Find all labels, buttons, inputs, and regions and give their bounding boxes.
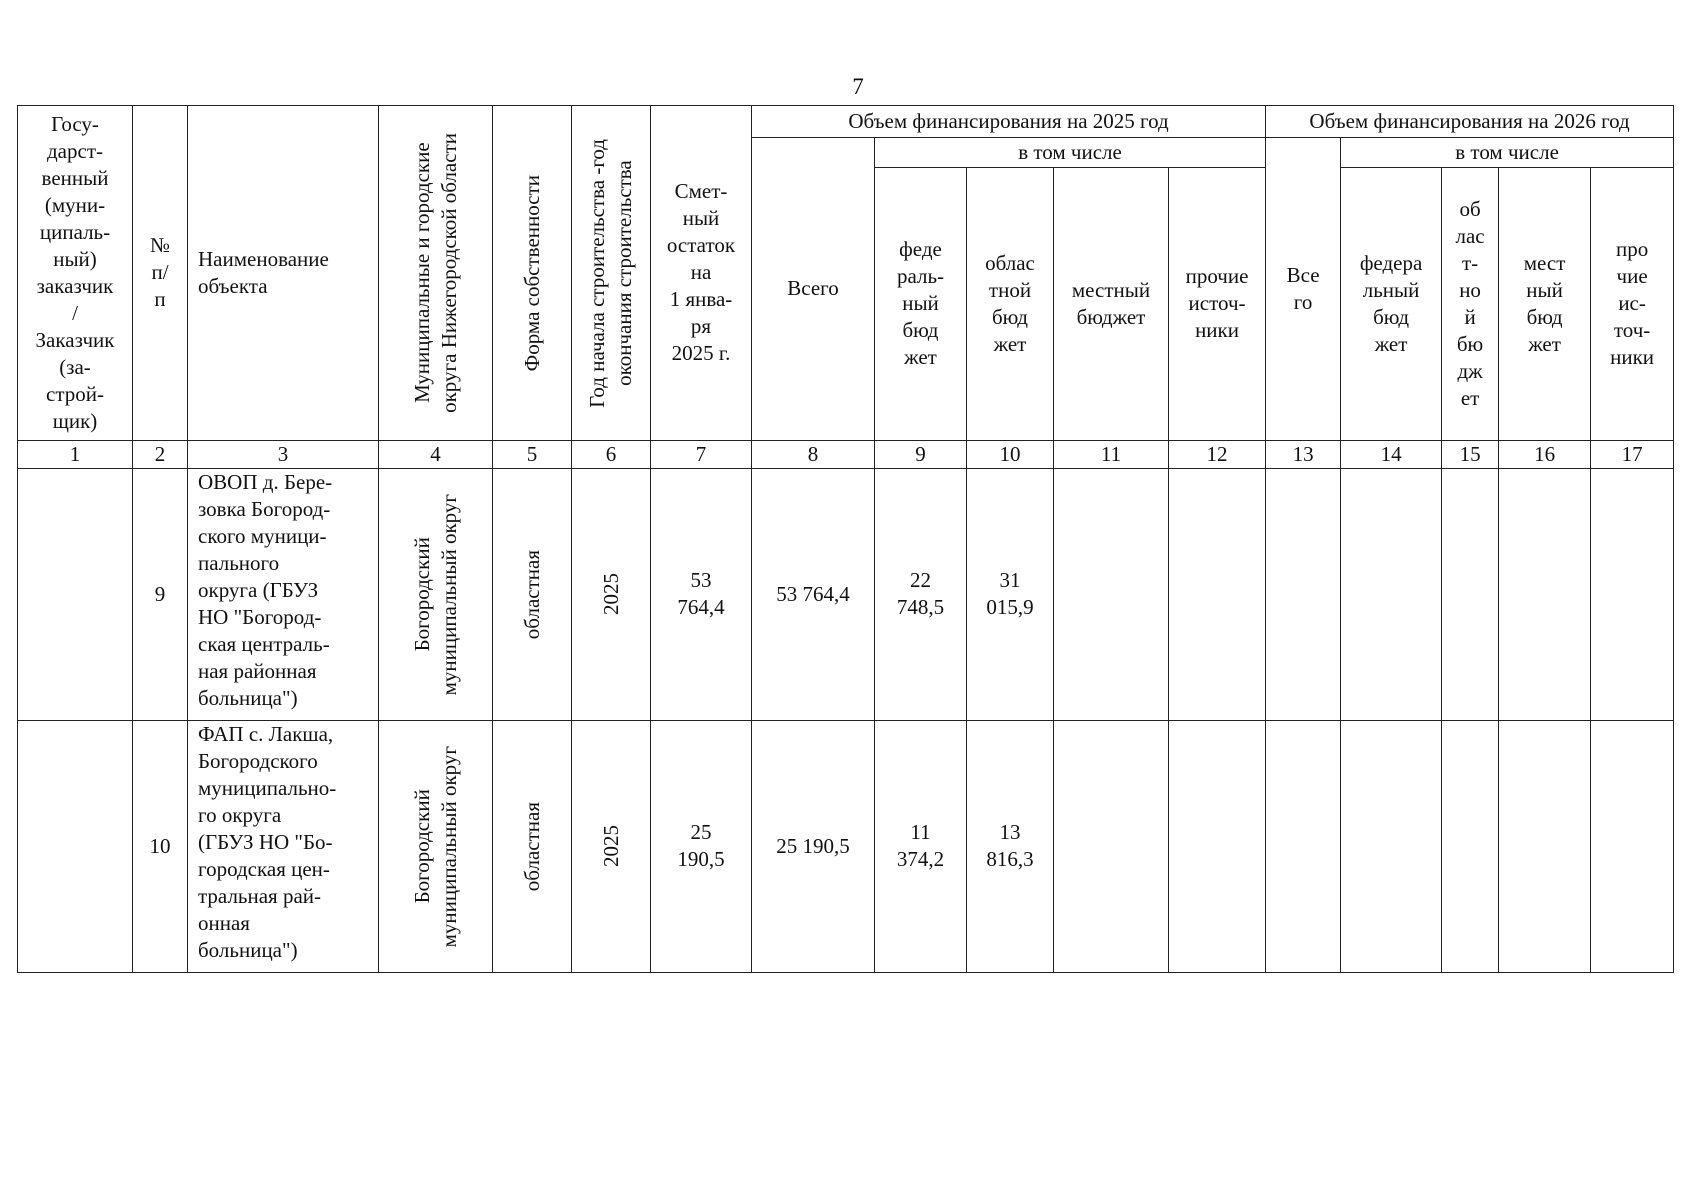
table-row [18, 468, 1674, 720]
table-row [18, 720, 1674, 972]
column-number: 8 [752, 440, 875, 468]
cell-total-2025: 25 190,5 [752, 720, 875, 972]
cell-ownership [493, 468, 572, 720]
cell-federal-2026 [1341, 720, 1442, 972]
header-years-text: Год начала строительства -год окончания строительства [585, 138, 636, 408]
header-including-2026: в том числе [1341, 138, 1674, 168]
cell-total-2026 [1266, 720, 1341, 972]
column-number: 17 [1591, 440, 1674, 468]
header-local-2025: местный бюджет [1054, 167, 1169, 440]
column-number: 3 [188, 440, 379, 468]
cell-federal-2025: 11 374,2 [875, 720, 967, 972]
cell-years-text: 2025 [598, 573, 623, 616]
header-municipality [379, 106, 493, 441]
header-total-2026: Все го [1266, 138, 1341, 441]
cell-other-2025 [1169, 468, 1266, 720]
cell-other-2025 [1169, 720, 1266, 972]
column-number: 9 [875, 440, 967, 468]
cell-customer [18, 468, 133, 720]
header-ownership [493, 106, 572, 441]
column-number: 15 [1442, 440, 1499, 468]
column-number: 11 [1054, 440, 1169, 468]
column-number: 10 [967, 440, 1054, 468]
header-federal-2025: феде раль- ный бюд жет [875, 167, 967, 440]
column-number: 12 [1169, 440, 1266, 468]
cell-local-2026 [1499, 468, 1591, 720]
header-number: № п/ п [133, 106, 188, 441]
cell-regional-2025: 13 816,3 [967, 720, 1054, 972]
cell-regional-2026 [1442, 720, 1499, 972]
header-row-1 [18, 106, 1674, 138]
cell-years [572, 468, 651, 720]
cell-estimate: 25 190,5 [651, 720, 752, 972]
cell-municipality-text: Богородский муниципальный округ [409, 745, 461, 948]
column-number: 14 [1341, 440, 1442, 468]
page-number: 7 [852, 74, 864, 99]
cell-other-2026 [1591, 468, 1674, 720]
cell-ownership-text: областная [519, 549, 544, 639]
header-municipality-text: Муниципальные и городские округа Нижегородской области [409, 133, 461, 413]
header-including-2025: в том числе [875, 138, 1266, 168]
column-number: 4 [379, 440, 493, 468]
cell-number: 9 [133, 468, 188, 720]
cell-federal-2026 [1341, 468, 1442, 720]
header-fin-2025: Объем финансирования на 2025 год [752, 106, 1266, 138]
header-regional-2025: облас тной бюд жет [967, 167, 1054, 440]
cell-municipality [379, 468, 493, 720]
column-number: 1 [18, 440, 133, 468]
header-ownership-text: Форма собственности [519, 174, 544, 372]
header-other-2025: прочие источ- ники [1169, 167, 1266, 440]
cell-local-2025 [1054, 468, 1169, 720]
header-years [572, 106, 651, 441]
cell-total-2026 [1266, 468, 1341, 720]
cell-total-2025: 53 764,4 [752, 468, 875, 720]
header-regional-2026: об лас т- но й бю дж ет [1442, 167, 1499, 440]
column-number: 13 [1266, 440, 1341, 468]
column-number: 2 [133, 440, 188, 468]
header-local-2026: мест ный бюд жет [1499, 167, 1591, 440]
cell-years [572, 720, 651, 972]
cell-years-text: 2025 [598, 825, 623, 868]
header-object-name: Наименование объекта [188, 106, 379, 441]
cell-ownership-text: областная [519, 801, 544, 891]
column-number: 16 [1499, 440, 1591, 468]
column-number: 5 [493, 440, 572, 468]
column-number: 6 [572, 440, 651, 468]
header-customer: Госу- дарст- венный (муни- ципаль- ный) заказчик / Заказчик (за- строй- щик) [18, 106, 133, 441]
financing-table [17, 105, 1674, 973]
header-estimate: Смет- ный остаток на 1 янва- ря 2025 г. [651, 106, 752, 441]
cell-customer [18, 720, 133, 972]
cell-municipality [379, 720, 493, 972]
cell-regional-2026 [1442, 468, 1499, 720]
cell-local-2026 [1499, 720, 1591, 972]
cell-local-2025 [1054, 720, 1169, 972]
cell-number: 10 [133, 720, 188, 972]
cell-regional-2025: 31 015,9 [967, 468, 1054, 720]
cell-federal-2025: 22 748,5 [875, 468, 967, 720]
cell-ownership [493, 720, 572, 972]
header-total-2025: Всего [752, 138, 875, 441]
column-number: 7 [651, 440, 752, 468]
header-other-2026: про чие ис- точ- ники [1591, 167, 1674, 440]
cell-municipality-text: Богородский муниципальный округ [409, 493, 461, 696]
cell-other-2026 [1591, 720, 1674, 972]
header-fin-2026: Объем финансирования на 2026 год [1266, 106, 1674, 138]
header-federal-2026: федера льный бюд жет [1341, 167, 1442, 440]
column-number-row [18, 440, 1674, 468]
cell-object-name: ФАП с. Лакша, Богородского муниципально- го округа (ГБУЗ НО "Бо- городская цен- тральная рай- онная больница") [188, 720, 379, 972]
cell-estimate: 53 764,4 [651, 468, 752, 720]
cell-object-name: ОВОП д. Бере- зовка Богород- ского муници- пального округа (ГБУЗ НО "Богород- ская централь- ная районная больница") [188, 468, 379, 720]
